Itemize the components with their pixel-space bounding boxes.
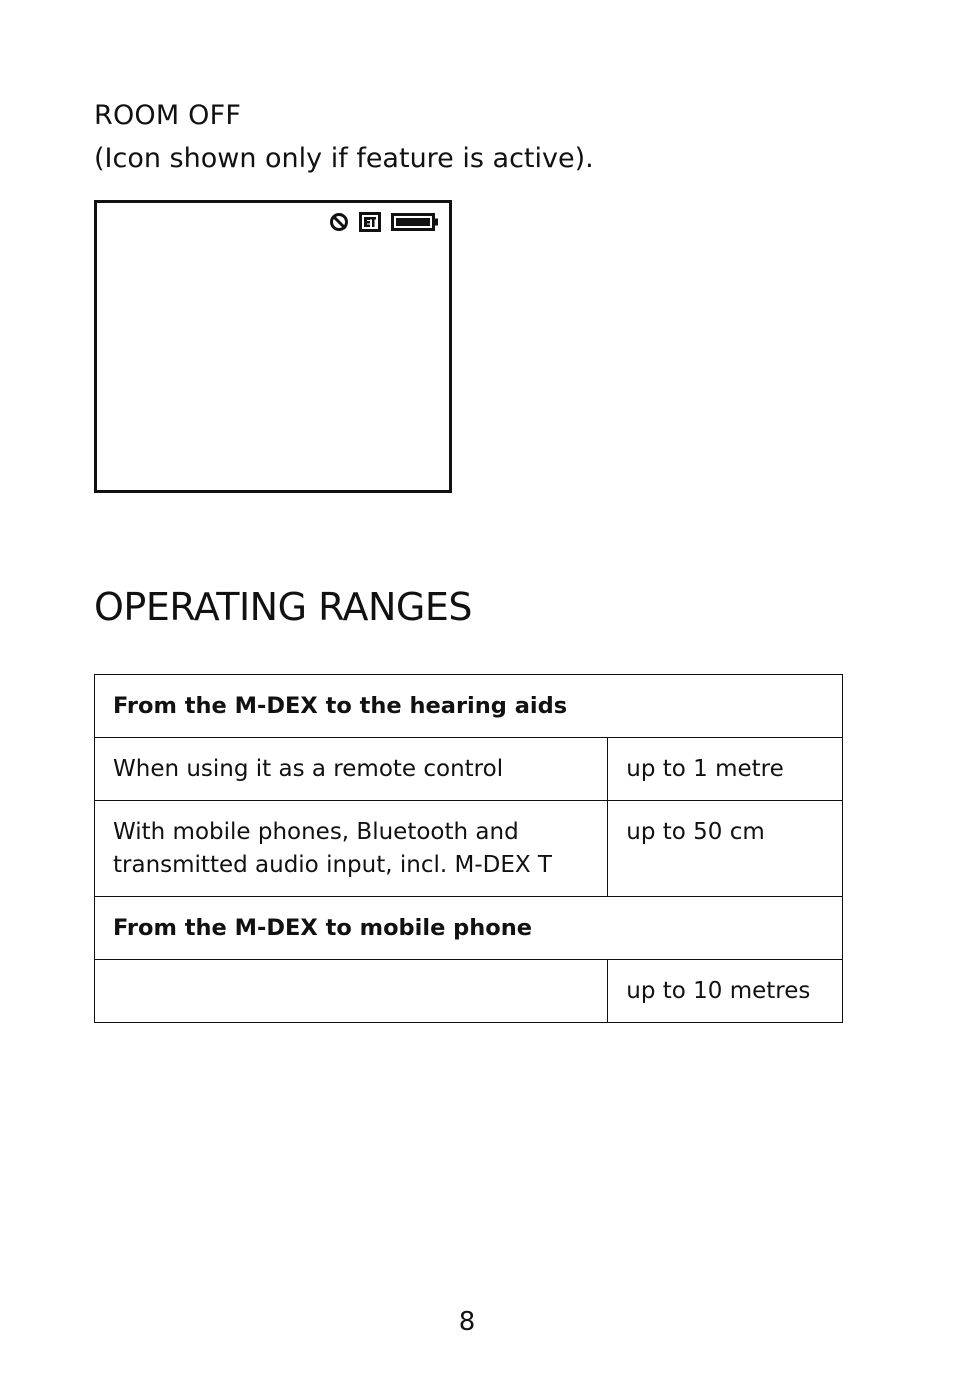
table-cell-label-line: transmitted audio input, incl. M-DEX T [113, 852, 552, 878]
table-cell-label-line: With mobile phones, Bluetooth and [113, 819, 519, 845]
table-row [95, 897, 843, 960]
table-row [95, 675, 843, 738]
table-cell-value: up to 1 metre [608, 738, 843, 801]
room-off-note: (Icon shown only if feature is active). [94, 143, 594, 174]
table-group-header: From the M-DEX to the hearing aids [95, 675, 843, 738]
table-cell-label [95, 801, 608, 897]
device-display-illustration [94, 200, 452, 493]
table-group-header: From the M-DEX to mobile phone [95, 897, 843, 960]
table-row [95, 801, 843, 897]
bluetooth-icon [359, 212, 381, 232]
table-cell-label [95, 960, 608, 1023]
table-cell-value: up to 10 metres [608, 960, 843, 1023]
room-off-icon [329, 212, 349, 232]
operating-ranges-table [94, 674, 843, 1023]
room-off-heading: ROOM OFF [94, 100, 242, 131]
table-cell-value: up to 50 cm [608, 801, 843, 897]
table-row [95, 960, 843, 1023]
battery-icon [391, 213, 439, 231]
page-number: 8 [458, 1307, 476, 1337]
status-icon-bar [329, 212, 439, 232]
table-cell-label: When using it as a remote control [95, 738, 608, 801]
operating-ranges-heading: OPERATING RANGES [94, 585, 472, 629]
table-row [95, 738, 843, 801]
